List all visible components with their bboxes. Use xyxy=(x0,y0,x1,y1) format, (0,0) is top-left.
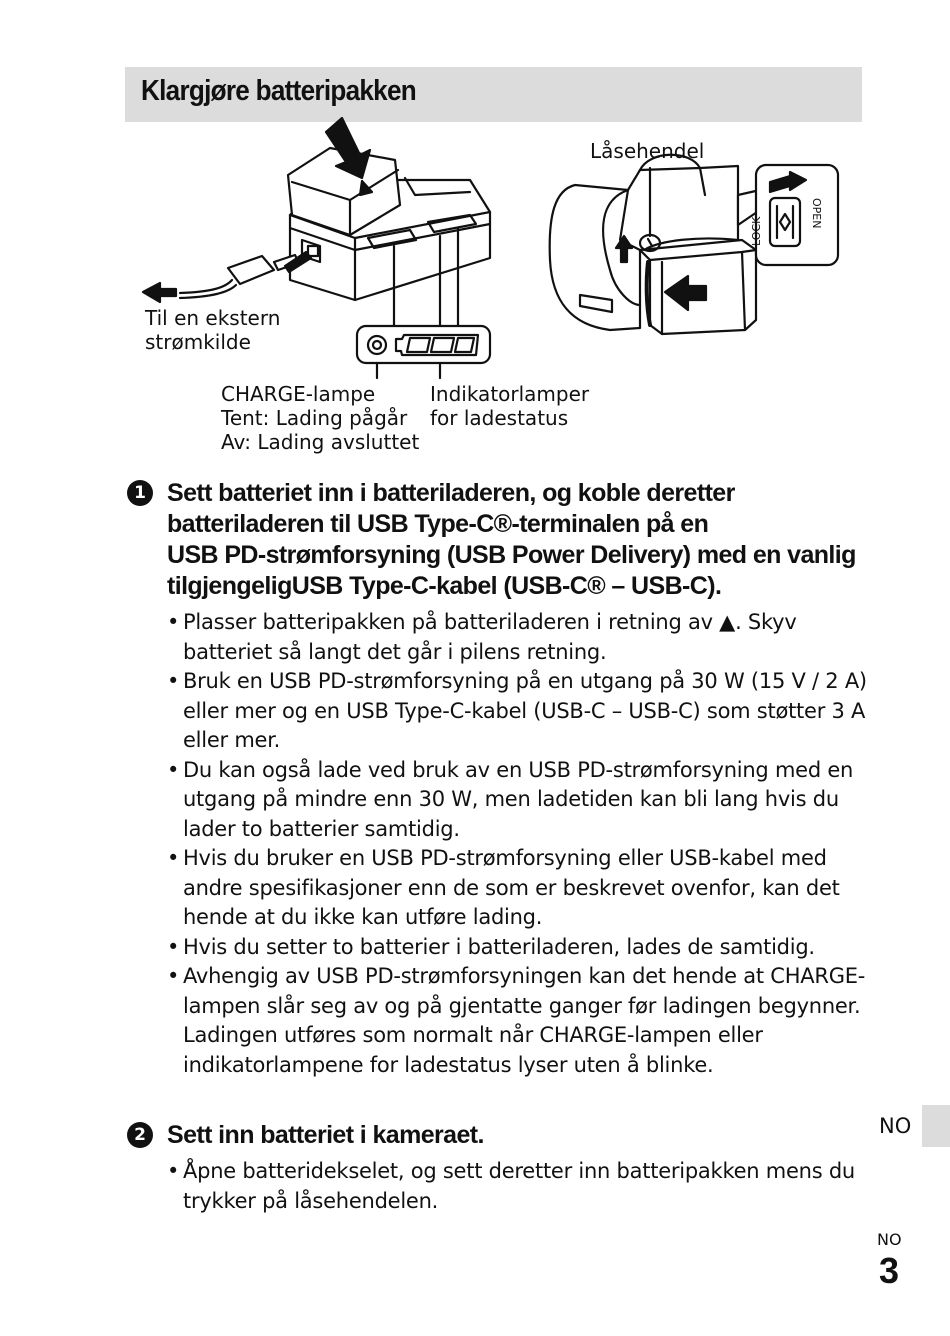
step-1-heading-line: batteriladeren til USB Type-C®-terminalen på en xyxy=(167,510,709,538)
footer-language: NO xyxy=(877,1230,902,1249)
page-number: 3 xyxy=(879,1250,900,1291)
bullet-item: • Avhengig av USB PD-strømforsyningen kan det hende at CHARGE-lampen slår seg av og på gjentatte ganger før ladingen begynner. Ladingen utføres som normalt når CHARGE-lampen eller indikatorlampene for ladestatus lyser uten å blinke. xyxy=(167,962,867,1080)
bullet-item: • Du kan også lade ved bruk av en USB PD-strømforsyning med en utgang på mindre enn 30 W, men ladetiden kan bli lang hvis du lader to batterier samtidig. xyxy=(167,756,867,845)
section-title: Klargjøre batteripakken xyxy=(141,75,416,107)
bullet-item: • Hvis du bruker en USB PD-strømforsyning eller USB-kabel med andre spesifikasjoner enn de som er beskrevet ovenfor, kan det hende at du ikke kan utføre lading. xyxy=(167,844,867,933)
step-number-badge: 2 xyxy=(127,1122,153,1148)
step-2 xyxy=(127,1120,867,1216)
bullet-item: • Åpne batteridekselet, og sett deretter inn batteripakken mens du trykker på låsehendelen. xyxy=(167,1157,867,1216)
step-number-badge: 1 xyxy=(127,480,153,506)
camera-body xyxy=(550,155,756,334)
charge-indicator-panel xyxy=(357,326,490,378)
arrow-left-icon xyxy=(143,283,176,302)
charge-lamp-label: CHARGE-lampe xyxy=(221,382,376,406)
step-1-heading-line: tilgjengeligUSB Type-C-kabel (USB-C® – USB-C). xyxy=(167,572,722,600)
external-power-label-line1: Til en ekstern xyxy=(145,306,281,330)
step-2-heading xyxy=(167,1120,867,1151)
external-power-label-line2: strømkilde xyxy=(145,330,251,354)
open-text: OPEN xyxy=(810,198,823,229)
charge-lamp-off-label: Av: Lading avsluttet xyxy=(221,430,420,454)
charge-lamp-on-label: Tent: Lading pågår xyxy=(221,406,408,430)
lock-text: LOCK xyxy=(750,216,763,246)
bullet-item: • Hvis du setter to batterier i batteriladeren, lades de samtidig. xyxy=(167,933,867,963)
step-2-heading-line: Sett inn batteriet i kameraet. xyxy=(167,1121,484,1149)
lock-lever-label: Låsehendel xyxy=(590,139,705,163)
step-1-heading-line: USB PD-strømforsyning (USB Power Delivery) med en vanlig xyxy=(167,541,856,569)
step-1-heading-line: Sett batteriet inn i batteriladeren, og koble deretter xyxy=(167,479,735,507)
step-2-bullet-list xyxy=(167,1157,867,1216)
indicator-label-line1: Indikatorlamper xyxy=(430,382,590,406)
step-1-heading xyxy=(167,478,867,602)
step-1-bullet-list xyxy=(167,608,867,1080)
bullet-item: • Bruk en USB PD-strømforsyning på en utgang på 30 W (15 V / 2 A) eller mer og en USB Type-C-kabel (USB-C – USB-C) som støtter 3 A eller mer. xyxy=(167,667,867,756)
bullet-item: • Plasser batteripakken på batteriladeren i retning av ▲. Skyv batteriet så langt det går i pilens retning. xyxy=(167,608,867,667)
side-tab xyxy=(922,1105,950,1147)
side-language-label: NO xyxy=(879,1114,912,1138)
indicator-label-line2: for ladestatus xyxy=(430,406,569,430)
step-1 xyxy=(127,478,867,1080)
